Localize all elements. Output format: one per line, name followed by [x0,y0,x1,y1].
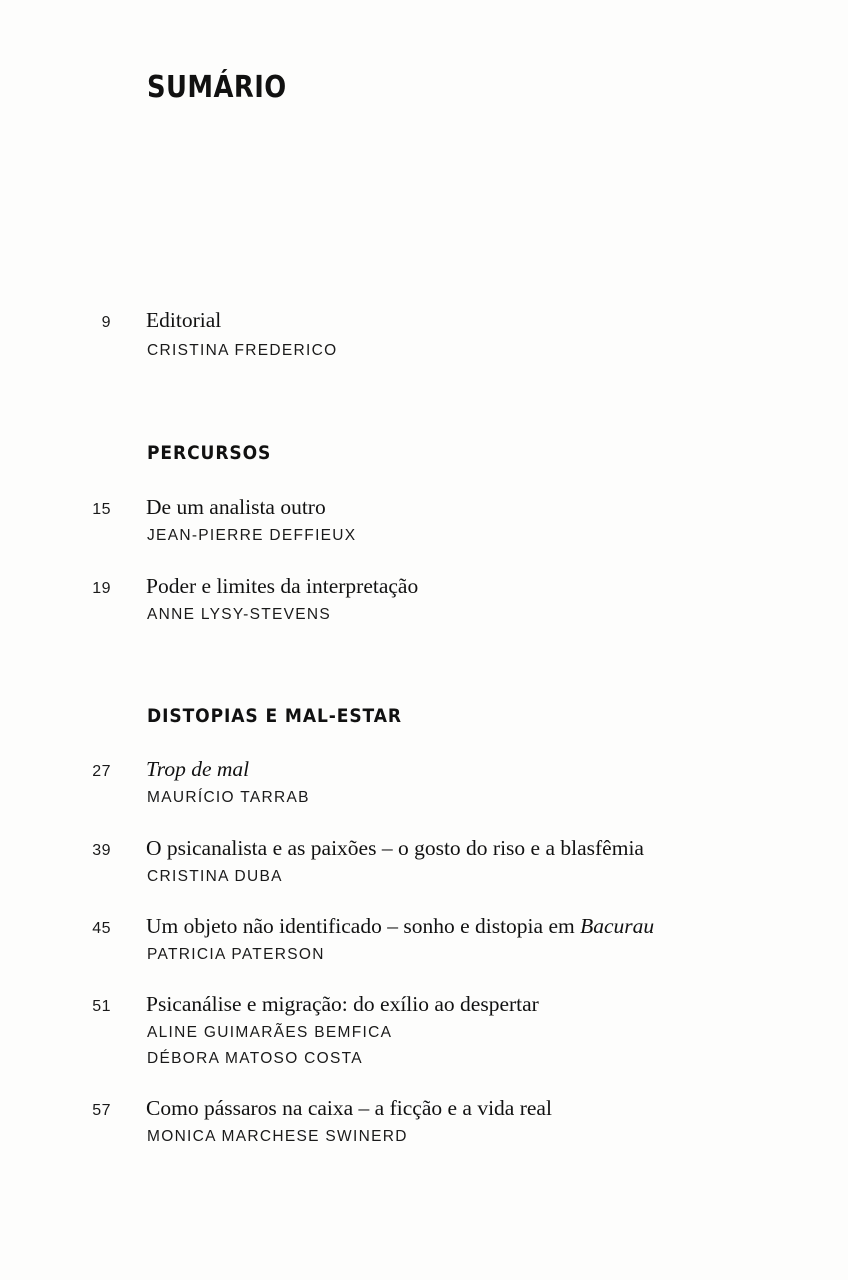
section-title-distopias: DISTOPIAS E MAL-ESTAR [147,705,402,727]
entry-title: O psicanalista e as paixões – o gosto do riso e a blasfêmia [146,836,644,860]
entry-author: CRISTINA DUBA [147,868,283,885]
entry-title: Como pássaros na caixa – a ficção e a vida real [146,1096,552,1120]
page-number: 45 [92,920,111,937]
entry-title [146,757,249,782]
page-number: 51 [92,998,111,1015]
page-number: 39 [92,842,111,859]
entry-author: MONICA MARCHESE SWINERD [147,1128,408,1145]
entry-title: Editorial [146,308,222,332]
entry-title-text: Um objeto não identificado – sonho e distopia em [146,914,581,938]
entry-author: ANNE LYSY-STEVENS [147,606,332,623]
page-number: 27 [92,763,111,780]
entry-author: JEAN-PIERRE DEFFIEUX [147,527,357,544]
entry-title [146,914,654,939]
page-number: 15 [92,501,111,518]
entry-author: CRISTINA FREDERICO [147,342,338,359]
entry-author: ALINE GUIMARÃES BEMFICA [147,1024,393,1041]
page-number: 19 [92,580,111,597]
entry-title-italic: Trop de mal [146,757,250,781]
entry-author: PATRICIA PATERSON [147,946,325,963]
entry-title: Poder e limites da interpretação [146,574,419,598]
entry-author: MAURÍCIO TARRAB [147,789,310,806]
section-title-percursos: PERCURSOS [147,442,272,464]
entry-title: De um analista outro [146,495,326,519]
entry-author: DÉBORA MATOSO COSTA [147,1050,363,1067]
page-number: 57 [92,1102,111,1119]
entry-title: Psicanálise e migração: do exílio ao despertar [146,992,539,1016]
page-title: SUMÁRIO [147,70,287,105]
page-number: 9 [101,314,111,331]
entry-title-italic: Bacurau [580,914,655,938]
